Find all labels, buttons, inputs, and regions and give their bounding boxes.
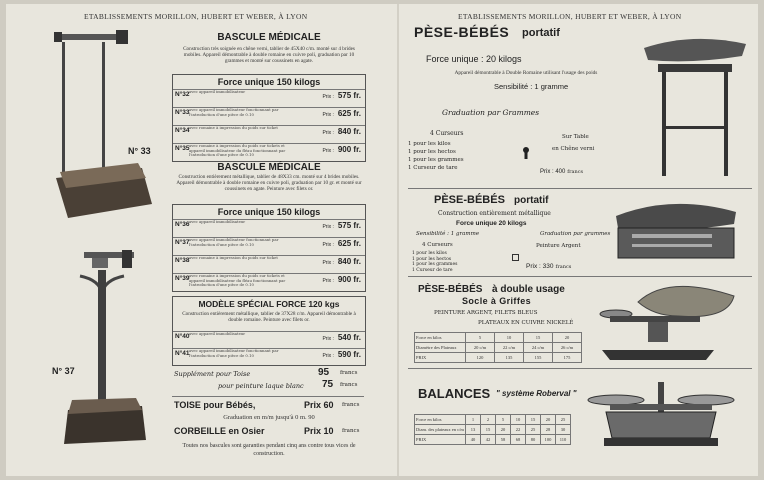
p2-title2: portatif bbox=[514, 195, 549, 206]
divider bbox=[408, 188, 752, 189]
table-row bbox=[173, 255, 365, 273]
table-row: PRIX 40 42 58 68 80 100 110 bbox=[415, 435, 571, 445]
table-row bbox=[173, 107, 365, 125]
supp-paint-unit: francs bbox=[340, 382, 358, 388]
table-row bbox=[173, 219, 365, 237]
list-item: 1 pour les kilos bbox=[412, 251, 447, 256]
s1-description: Construction très soignée en chêne verni, tablier de 45X40 c/m. monté sur 4 brides mobiles. Appareil démontrable à double romaine en cuivre poli, graduation par 10 grammes et monté sur coussinets en agate. bbox=[183, 46, 355, 64]
p3-price-table bbox=[414, 332, 582, 363]
corbeille-unit: francs bbox=[342, 428, 360, 434]
list-item: 1 pour les hectos bbox=[408, 149, 456, 155]
s2-force: Force unique 150 kilogs bbox=[217, 207, 321, 217]
supp-toise-value: 95 bbox=[318, 367, 330, 378]
toise-sub: Graduation en m/m jusqu'à 0 m. 90 bbox=[223, 414, 315, 421]
figure-label-n37: N° 37 bbox=[52, 366, 75, 376]
row-desc: avec romaine à impression du poids sur tickets et appareil immobilisateur du fléau fonctionnant par l'introduction d'une pièce de 0.10 bbox=[189, 273, 286, 287]
list-item: 1 pour les grammes bbox=[408, 157, 464, 163]
row-number: N°33 bbox=[175, 109, 190, 116]
row-price: Prix : 575 fr. bbox=[322, 221, 361, 230]
s3-price-box bbox=[172, 296, 366, 366]
toise-price: Prix 60 bbox=[304, 400, 334, 410]
p4-title: BALANCES bbox=[418, 386, 491, 401]
p2-paint: Peinture Argent bbox=[536, 243, 581, 249]
p2-price-value: Prix : 330 bbox=[526, 263, 554, 270]
s1-price-box bbox=[172, 74, 366, 162]
p4-price-table bbox=[414, 414, 571, 445]
table-row: Force en kilos 1 2 5 10 15 20 25 bbox=[415, 415, 571, 425]
p3-paint: PEINTURE ARGENT, FILETS BLEUS bbox=[434, 310, 538, 316]
row-number: N°40 bbox=[175, 333, 190, 340]
p2-force: Force unique 20 kilogs bbox=[456, 220, 527, 227]
left-page-header: ETABLISSEMENTS MORILLON, HUBERT ET WEBER, À LYON bbox=[84, 12, 308, 21]
row-price: Prix : 840 fr. bbox=[322, 257, 361, 266]
s2-description: Construction entièrement métallique, tablier de 48X33 cm. monté sur 4 brides mobiles. Appareil démontrable à double romaine en cuivre poli, graduation par 10 gr. et monté sur coussinets en agate. Peinture avec filets or. bbox=[176, 174, 362, 192]
p1-title: PÈSE-BÉBÉS bbox=[414, 24, 510, 40]
p2-graduation: Graduation par grammes bbox=[540, 231, 611, 237]
row-desc: avec appareil immobilisateur fonctionnant par l'introduction d'une pièce de 0.10 bbox=[189, 348, 279, 358]
table-row bbox=[173, 143, 365, 161]
row-desc: avec appareil immobilisateur fonctionnant par l'introduction d'une pièce de 0.10 bbox=[189, 107, 279, 117]
baby-scale-wood-image bbox=[642, 30, 752, 180]
p1-title2: portatif bbox=[522, 27, 560, 39]
p2-items bbox=[412, 251, 457, 273]
p3-subtitle: Socle à Griffes bbox=[462, 296, 532, 306]
p1-price-value: Prix : 400 bbox=[540, 169, 566, 175]
p2-title: PÈSE-BÉBÉS bbox=[434, 194, 505, 206]
toise-unit: francs bbox=[342, 402, 360, 408]
scale-image-n33 bbox=[50, 28, 160, 224]
supp-toise-label: Supplément pour Toise bbox=[174, 370, 251, 378]
list-item: 1 pour les grammes bbox=[412, 262, 458, 267]
corbeille-label: CORBEILLE en Osier bbox=[174, 426, 265, 436]
table-row bbox=[173, 125, 365, 143]
table-row: Diamètre des Plateaux 20 c/m 22 c/m 24 c/m 26 c/m bbox=[415, 343, 582, 353]
p3-plates: PLATEAUX EN CUIVRE NICKELÉ bbox=[478, 320, 574, 326]
row-number: N°37 bbox=[175, 239, 190, 246]
p2-construction: Construction entièrement métallique bbox=[438, 210, 551, 217]
catalog-sheet bbox=[6, 4, 758, 476]
supp-paint-value: 75 bbox=[322, 379, 334, 390]
table-row: PRIX 120 135 155 175 bbox=[415, 353, 582, 363]
table-row bbox=[173, 273, 365, 291]
p1-force: Force unique : 20 kilogs bbox=[426, 54, 522, 64]
divider bbox=[172, 396, 364, 397]
row-number: N°38 bbox=[175, 257, 190, 264]
table-row bbox=[173, 331, 365, 348]
figure-label-n33: N° 33 bbox=[128, 146, 151, 156]
corbeille-price: Prix 10 bbox=[304, 426, 334, 436]
supp-toise-unit: francs bbox=[340, 370, 358, 376]
row-number: N°34 bbox=[175, 127, 190, 134]
page-fold bbox=[397, 4, 399, 476]
baby-scale-metal-image bbox=[612, 194, 740, 270]
p4-title2: " système Roberval " bbox=[496, 389, 577, 398]
row-number: N°41 bbox=[175, 350, 190, 357]
row-price: Prix : 900 fr. bbox=[322, 275, 361, 284]
p1-price-unit: francs bbox=[567, 169, 584, 175]
p1-items bbox=[408, 140, 464, 172]
right-page-header: ETABLISSEMENTS MORILLON, HUBERT ET WEBER, À LYON bbox=[458, 12, 682, 21]
row-price: Prix : 900 fr. bbox=[322, 145, 361, 154]
baby-scale-basket-image bbox=[598, 276, 738, 362]
divider bbox=[408, 368, 752, 369]
scale-image-n37 bbox=[62, 250, 146, 446]
list-item: 1 pour les hectos bbox=[412, 256, 452, 262]
s3-description: Construction entièrement métallique, tablier de 37X28 c/m. Appareil démontrable à double romaine. Peinture avec filets or. bbox=[182, 311, 356, 323]
roberval-balance-image bbox=[586, 378, 736, 466]
table-row: Force en kilos 5 10 15 20 bbox=[415, 333, 582, 343]
p2-cursors: 4 Curseurs bbox=[422, 242, 453, 248]
p1-on-table: Sur Table bbox=[562, 134, 589, 140]
keyhole-icon bbox=[522, 146, 530, 160]
p1-sensibility: Sensibilité : 1 gramme bbox=[494, 82, 569, 91]
p2-price bbox=[526, 262, 571, 270]
p1-desc: Appareil démontrable à Double Romaine utilisant l'usage des poids bbox=[454, 70, 598, 76]
table-row bbox=[173, 348, 365, 365]
p1-oak: en Chêne verni bbox=[552, 146, 595, 152]
row-price: Prix : 590 fr. bbox=[322, 350, 361, 359]
supp-paint-label: pour peinture laque blanc bbox=[218, 382, 304, 390]
row-desc: avec appareil immobilisateur bbox=[189, 219, 246, 224]
row-desc: avec romaine à impression du poids sur tickets et appareil immobilisateur du fléau fonctionnant par l'introduction d'une pièce de 0.10 bbox=[189, 143, 286, 157]
p3-title2: à double usage bbox=[492, 284, 565, 295]
row-number: N°39 bbox=[175, 275, 190, 282]
row-desc: avec appareil immobilisateur bbox=[189, 331, 246, 336]
p1-price bbox=[540, 168, 583, 175]
row-price: Prix : 625 fr. bbox=[322, 109, 361, 118]
guarantee-footer: Toutes nos bascules sont garanties pendant cinq ans contre tous vices de construction. bbox=[182, 443, 356, 457]
table-row bbox=[173, 237, 365, 255]
list-item: 1 pour les kilos bbox=[408, 141, 451, 147]
row-price: Prix : 625 fr. bbox=[322, 239, 361, 248]
row-number: N°35 bbox=[175, 145, 190, 152]
s2-title: BASCULE MÉDICALE bbox=[217, 162, 321, 173]
p3-title: PÈSE-BÉBÉS bbox=[418, 284, 483, 295]
row-desc: avec romaine à impression du poids sur ticket bbox=[189, 125, 278, 130]
p1-graduation: Graduation par Grammes bbox=[442, 108, 540, 117]
p2-sensibility: Sensibilité : 1 gramme bbox=[416, 231, 480, 237]
row-price: Prix : 575 fr. bbox=[322, 91, 361, 100]
row-price: Prix : 840 fr. bbox=[322, 127, 361, 136]
table-row bbox=[173, 89, 365, 107]
row-number: N°32 bbox=[175, 91, 190, 98]
s2-price-box bbox=[172, 204, 366, 292]
list-item: 1 Curseur de tare bbox=[408, 165, 458, 171]
row-number: N°36 bbox=[175, 221, 190, 228]
s3-title: MODÈLE SPÉCIAL FORCE 120 kgs bbox=[198, 299, 340, 309]
s1-force: Force unique 150 kilogs bbox=[217, 77, 321, 87]
table-row: Diam. des plateaux en c/m 13 15 20 22 25 28 30 bbox=[415, 425, 571, 435]
row-price: Prix : 540 fr. bbox=[322, 333, 361, 342]
s1-title: BASCULE MÉDICALE bbox=[217, 32, 321, 43]
p2-price-unit: francs bbox=[555, 264, 572, 270]
row-desc: avec romaine à impression du poids sur ticket bbox=[189, 255, 278, 260]
p1-cursors: 4 Curseurs bbox=[430, 130, 464, 137]
list-item: 1 Curseur de tare bbox=[412, 267, 453, 273]
row-desc: avec appareil immobilisateur bbox=[189, 89, 246, 94]
toise-label: TOISE pour Bébés, bbox=[174, 400, 256, 410]
row-desc: avec appareil immobilisateur fonctionnant par l'introduction d'une pièce de 0.10 bbox=[189, 237, 279, 247]
checkbox-icon bbox=[512, 254, 519, 261]
